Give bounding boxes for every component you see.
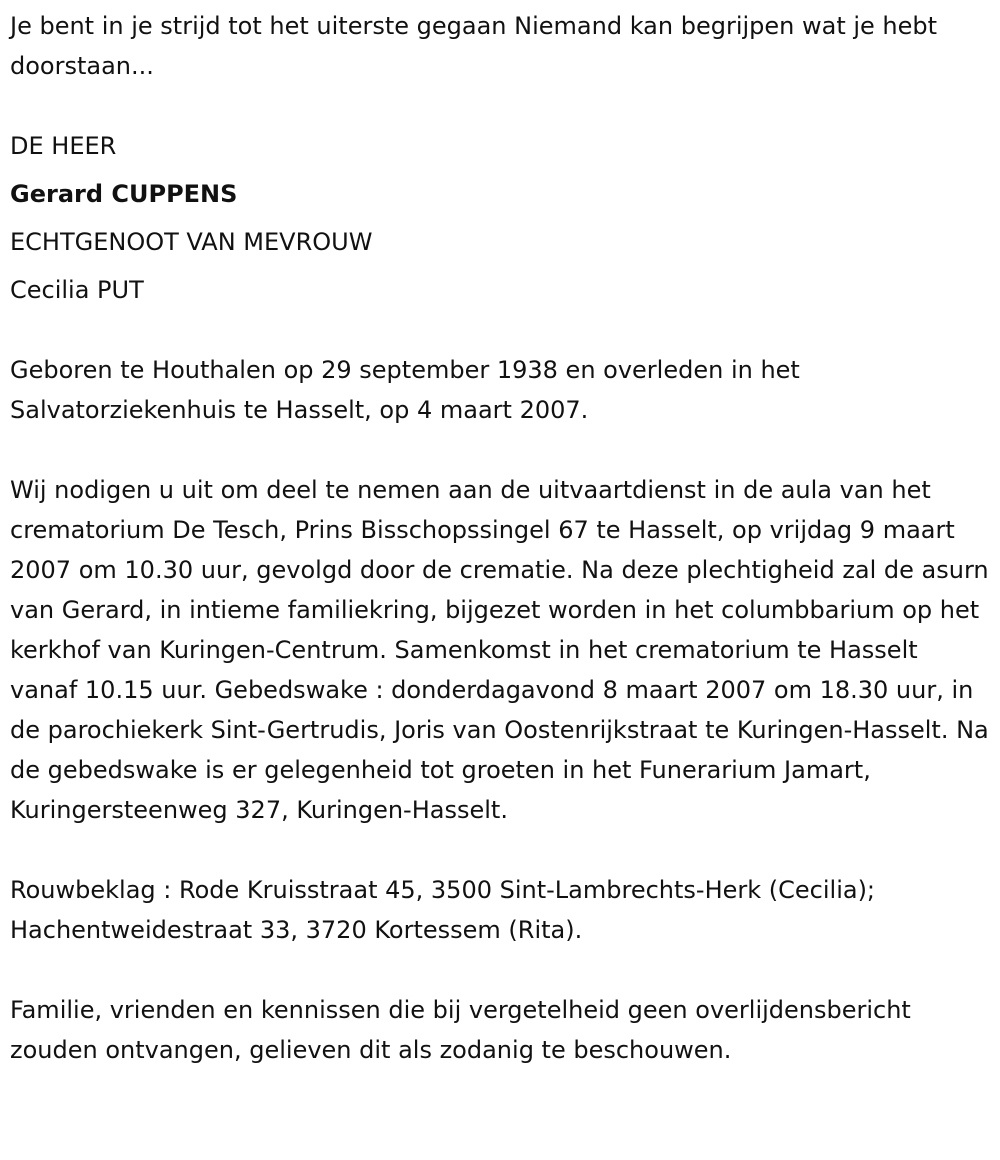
ceremony-paragraph: Wij nodigen u uit om deel te nemen aan de uitvaartdienst in de aula van het crematorium De Tesch, Prins Bisschopssingel 67 te Hasselt, op vrijdag 9 maart 2007 om 10.30 uur, gevolgd door de crematie. Na deze plechtigheid zal de asurn van Gerard, in intieme familiekring, bijgezet worden in het columbbarium op het kerkhof van Kuringen-Centrum. Samenkomst in het crematorium te Hasselt vanaf 10.15 uur. Gebedswake : donderdagavond 8 maart 2007 om 18.30 uur, in de parochiekerk Sint-Gertrudis, Joris van Oostenrijkstraat te Kuringen-Hasselt. Na de gebedswake is er gelegenheid tot groeten in het Funerarium Jamart, Kuringersteenweg 327, Kuringen-Hasselt. <box>10 476 989 824</box>
birth-death-paragraph: Geboren te Houthalen op 29 september 1938 en overleden in het Salvatorziekenhuis te Hasselt, op 4 maart 2007. <box>10 356 800 424</box>
salutation: DE HEER <box>10 132 117 160</box>
relation-line: ECHTGENOOT VAN MEVROUW <box>10 228 373 256</box>
opening-quote: Je bent in je strijd tot het uiterste gegaan Niemand kan begrijpen wat je hebt doorstaan... <box>10 12 938 80</box>
spouse-name: Cecilia PUT <box>10 276 144 304</box>
deceased-name: Gerard CUPPENS <box>10 180 238 208</box>
condolences-paragraph: Rouwbeklag : Rode Kruisstraat 45, 3500 Sint-Lambrechts-Herk (Cecilia); Hachentweidestraat 33, 3720 Kortessem (Rita). <box>10 876 876 944</box>
obituary-notice <box>10 6 992 1070</box>
closing-paragraph: Familie, vrienden en kennissen die bij vergetelheid geen overlijdensbericht zouden ontvangen, gelieven dit als zodanig te beschouwen. <box>10 996 911 1064</box>
